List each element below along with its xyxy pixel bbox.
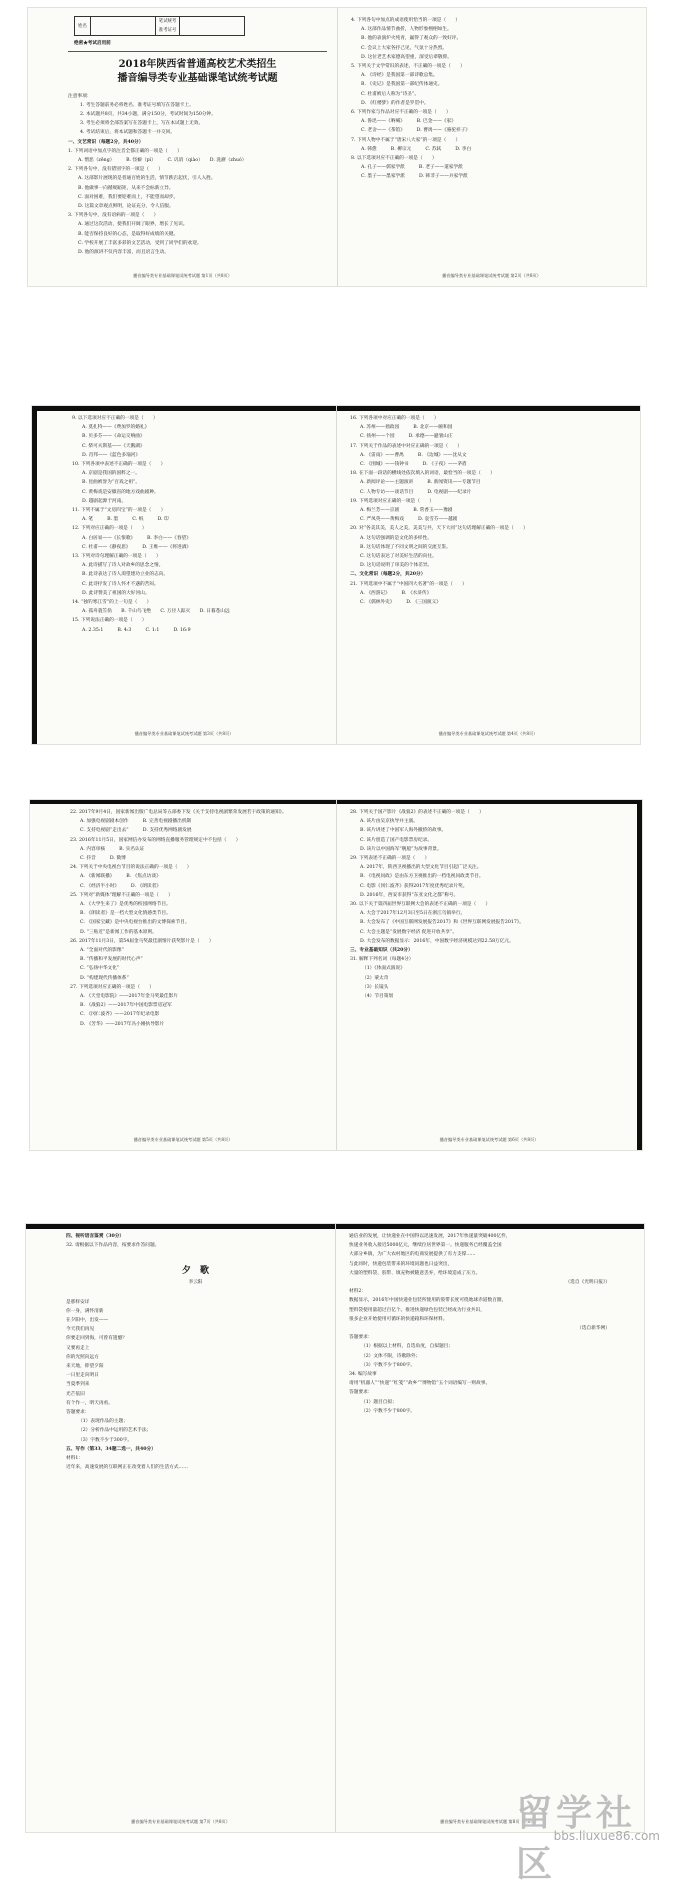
text-line: A. 韩愈 B. 柳宗元 C. 苏轼 D. 李白 — [361, 146, 472, 152]
text-line: 1. 下列词语中加点字的注音全都正确的一项是（ ） — [68, 148, 182, 154]
text-line: 10. 下列各项中表述不正确的一项是（ ） — [72, 462, 166, 468]
text-line: 在夕阳中，出发—— — [66, 1318, 109, 1324]
text-line: 一日里走向明日 — [66, 1373, 99, 1379]
text-line: A. 通过这次活动，使我们开阔了眼界，增长了见识。 — [78, 222, 188, 228]
text-line: 快递业务收入接近5000亿元，继续位居世界第一。快递服务已经覆盖全国 — [349, 1243, 502, 1249]
text-line: A. 这部影片展现的是普通百姓的生活，情节跌宕起伏，引人入胜。 — [78, 176, 216, 182]
text-line: A. “全面对代的影像” — [80, 948, 124, 954]
exam-page-3 — [32, 406, 336, 744]
text-line: A. 2017年，陕西卫视播出的大型文化节目引起广泛关注。 — [360, 865, 482, 871]
text-line: 答题要求： — [349, 1390, 373, 1396]
text-line: 数据显示，2016年中国快递业包装所使用的胶带长度可绕地球赤道数百圈， — [349, 1298, 507, 1304]
page-footer: 播音编导类专业基础课笔试统考试题 第1页（共8页） — [133, 272, 232, 278]
text-line: D. 大会发布的数据显示：2016年，中国数字经济规模达到22.58万亿元。 — [360, 938, 514, 944]
page-footer: 播音编导类专业基础课笔试统考试题 第6页（共8页） — [439, 1136, 539, 1142]
text-line: 近年来，高速发展的互联网正在改变着人们的生活方式…… — [66, 1465, 188, 1471]
text-line: （2）蒙太奇 — [362, 975, 389, 981]
text-line: A. 憎恶（zēng） B. 怪癖（pì） C. 讥诮（qiào） D. 洗濯（zhuó） — [78, 158, 247, 164]
text-line: D. 《芳华》——2017年冯小刚执导影片 — [80, 1021, 165, 1027]
text-line: A. 此诗描写了诗人对故乡的思念之情。 — [82, 563, 164, 569]
text-line: C. 大会主题是“发展数字经济 促进开放共享”。 — [360, 929, 458, 935]
text-line: A. 《雷雨》——曹禺 B. 《边城》——沈从文 — [360, 452, 467, 458]
exam-page-8 — [335, 1224, 644, 1832]
text-line: 1. 考生答题前务必将姓名、准考证号填写在答题卡上。 — [80, 102, 194, 108]
text-line: （1）题目自拟； — [361, 1399, 397, 1405]
text-line: C. 《儒林外史》 D. 《三国演义》 — [360, 600, 441, 606]
candidate-info-table — [74, 16, 245, 36]
text-line: 大量的塑料袋、胶带、填充物被随意丢弃，给环境造成了压力。 — [349, 1270, 481, 1276]
text-line: 又要再走上 — [66, 1345, 90, 1351]
text-line: C. 电影《冈仁波齐》获得2017年度优秀纪录片奖。 — [360, 883, 468, 889]
text-line: C. 学校开展了丰富多彩的文艺活动，受到了同学们的欢迎。 — [78, 240, 202, 246]
text-line: D. 这句话说明了审美的个体差异。 — [360, 563, 433, 569]
text-line: A. 这部作品情节曲折，人物形象栩栩如生。 — [361, 27, 452, 33]
text-line: 27. 下列选项对应正确的一项是（ ） — [70, 984, 154, 990]
page-text — [349, 1232, 630, 1416]
text-line: C. 老舍——《茶馆》 D. 曹禺——《骆驼祥子》 — [361, 128, 471, 134]
text-line: B. 这句话体现了不同文明之间的交流互鉴。 — [360, 544, 451, 550]
text-line: 21. 下列选项中不属于“中国四大名著”的一项是（ ） — [350, 581, 467, 587]
text-line: 25. 下列对“新媒体”理解不正确的一项是（ ） — [70, 892, 173, 898]
page-text — [66, 1232, 325, 1472]
text-line: 32. 请根据以下作品内容，按要求作答问题。 — [66, 1243, 160, 1249]
text-line: 26. 2017年11月3日，第54届金马奖最佳剧情片获奖影片是（ ） — [70, 938, 214, 944]
text-line: B. 《战狼2》——2017年中国电影票房冠军 — [80, 1003, 172, 1009]
exam-sheet-1 — [28, 8, 646, 286]
text-line: D. 肖邦——《蓝色多瑙河》 — [82, 452, 141, 458]
text-line: B. 他做事一向循规蹈矩，从来不会标新立异。 — [78, 185, 174, 191]
text-line: C. 该片创造了国产电影票房纪录。 — [360, 837, 433, 843]
exam-page-7 — [26, 1224, 335, 1832]
text-line: B. 此诗表达了诗人渴望建功立业的志向。 — [82, 572, 169, 578]
text-line: 4. 考试结束后，将本试题和答题卡一并交回。 — [80, 130, 176, 136]
text-line: A. 笔 B. 墨 C. 纸 D. 印 — [82, 517, 169, 523]
site-watermark-logo — [516, 1785, 666, 1885]
text-line: D. 该片以中国海军“舰船”为故事背景。 — [360, 846, 442, 852]
text-line: 2. 本试题共8页，共34小题，满分150分，考试时间为150分钟。 — [80, 112, 216, 118]
text-line: 31. 解释下列名词（每题4分） — [350, 957, 414, 963]
text-line: C. 此诗抒发了诗人怀才不遇的苦闷。 — [82, 581, 159, 587]
text-line: 来天地，仰望夕阳 — [66, 1364, 104, 1370]
text-line: （1）《体面式演说》 — [362, 966, 405, 972]
text-line: C. 人物专访——谈话节目 D. 电视剧——纪录片 — [360, 489, 472, 495]
exam-page-2 — [337, 8, 646, 286]
exam-page-6 — [336, 800, 642, 1150]
exam-label: 笔试统考 准考证号 — [155, 17, 180, 36]
text-line: （4）节目策划 — [362, 994, 394, 1000]
text-line: C. 支持电视剧“走出去” D. 支持优秀网络剧发展 — [80, 828, 192, 834]
text-line: 答题要求： — [349, 1335, 373, 1341]
text-line: A. 《西游记》 B. 《水浒传》 — [360, 590, 432, 596]
exam-page-1 — [28, 8, 337, 286]
text-line: C. 会议上大家各抒己见，气氛十分热烈。 — [361, 45, 448, 51]
page-text — [70, 808, 326, 1029]
text-line: 22. 2017年9月4日，国家新闻出版广电总局等五部委下发《关于支持电视剧繁荣发展若干政策的通知》。 — [70, 810, 287, 815]
text-line: 4. 下列各句中加点的成语使用恰当的一项是（ ） — [351, 18, 461, 23]
text-line: （2）分析作品中运用的艺术手法； — [78, 1428, 152, 1434]
text-line: 与此同时，快递包装带来的环境问题也日益突出， — [349, 1261, 453, 1267]
text-line: 5. 下列关于文学常识的表述，不正确的一项是（ ） — [351, 64, 465, 70]
text-line: 2. 下列各句中，没有错别字的一项是（ ） — [68, 167, 164, 173]
text-line: 29. 下列表述不正确的一项是（ ） — [350, 856, 430, 862]
text-line: 你要走回到海，可曾有遗憾？ — [66, 1336, 127, 1342]
page-footer: 播音编导类专业基础课笔试统考试题 第8页（共8页） — [440, 1818, 539, 1824]
text-line: 请用“机器人”“快递”“红笺”“故乡”“博物馆”五个词语编写一则故事。 — [349, 1381, 491, 1387]
text-line: D. “三贴近”是新闻工作的基本原则。 — [80, 929, 157, 935]
text-line: 是那样安详 — [66, 1299, 90, 1305]
page-footer: 播音编导类专业基础课笔试统考试题 第3页（共8页） — [134, 730, 234, 736]
text-line: A. 梅兰芳——京剧 B. 常香玉——豫剧 — [360, 508, 453, 514]
text-line: D. 此诗赞美了祖国的大好河山。 — [82, 590, 150, 596]
text-line: C. 《国家宝藏》是中央电视台推出的文博探索节目。 — [80, 920, 190, 926]
text-line: 夕 歌 — [181, 1266, 209, 1277]
exam-page-5 — [30, 800, 336, 1150]
section-heading: 三、专业基础知识（共20分） — [350, 948, 413, 954]
text-line: 24. 下列关于中央电视台节目的说法正确的一项是（ ） — [70, 865, 192, 871]
text-line: A. 苏州——拙政园 B. 北京——颐和园 — [360, 425, 453, 431]
text-line: 18. 在下面一段话的横线处依次填入的词语，最恰当的一项是（ ） — [350, 471, 495, 477]
text-line: A. 该片由吴京执导并主演。 — [360, 819, 418, 825]
exam-title: 2018年陕西省普通高校艺术类招生 — [118, 58, 277, 70]
text-line: 15. 下列说法正确的一项是（ ） — [72, 618, 147, 624]
text-line: 当夏季到来 — [66, 1382, 90, 1388]
text-line: B. 《朗读者》是一档大型文化情感类节目。 — [80, 911, 171, 917]
text-line: 11. 下列不属于“文房四宝”的一项是（ ） — [72, 508, 166, 514]
text-line: A. 这句话强调的是文化的多样性。 — [360, 535, 432, 541]
text-line: 13. 下列对诗句理解正确的一项是（ ） — [72, 554, 161, 560]
text-line: 今天我们再见 — [66, 1327, 95, 1333]
text-line: C. 《围城》——钱钟书 D. 《子夜》——茅盾 — [360, 462, 467, 468]
text-line: 注意事项： — [68, 93, 92, 99]
text-line: C. 面对困难，我们要迎难而上，不能望而却步。 — [78, 194, 179, 200]
text-line: B. 大会发布了《中国互联网发展报告2017》和《世界互联网发展报告2017》。 — [360, 920, 524, 926]
text-line — [68, 51, 327, 52]
text-line: C. 《经济半小时》 D. 《朗读者》 — [80, 883, 161, 889]
text-line: A. 《新闻联播》 B. 《焦点访谈》 — [80, 874, 161, 880]
text-line: 很多企业开始使用可循环的快递箱和环保材料。 — [349, 1316, 448, 1322]
page-footer: 播音编导类专业基础课笔试统考试题 第4页（共8页） — [438, 730, 538, 736]
text-line: C. 严凤英——黄梅戏 D. 袁雪芬——越剧 — [360, 517, 458, 523]
text-line: A. 新闻评论——主题演讲 B. 新闻资讯——专题节目 — [360, 480, 481, 486]
text-line: 14. “独钓寒江雪”的上一句是（ ） — [72, 600, 152, 606]
text-line: 材料1： — [66, 1456, 84, 1462]
text-line: A. 加强电视剧剧本创作 B. 完善电视剧播出机制 — [80, 819, 192, 825]
page-text — [350, 808, 628, 1001]
text-line: B. 《史记》是我国第一部纪传体通史。 — [361, 82, 443, 88]
text-line: C. 杜甫被后人称为“诗圣”。 — [361, 91, 420, 97]
text-line: 8. 以下选项对应不正确的一项是（ ） — [351, 156, 437, 162]
text-line: B. 贝多芬——《命运交响曲》 — [82, 434, 145, 440]
text-line: 20. 对“各美其美，美人之美，美美与共，天下大同”这句话理解正确的一项是（ ） — [350, 526, 528, 532]
name-field — [90, 17, 155, 36]
text-line: D. 这篇文章观点鲜明，论证充分，令人信服。 — [78, 204, 174, 210]
text-line: C. 杜甫——《静夜思》 D. 王维——《将进酒》 — [82, 544, 192, 550]
text-line: （1）根据以上材料，自选角度，自拟题目； — [361, 1344, 454, 1350]
text-line: 23. 2016年11月5日，国家网信办发布的网络直播服务管理规定中不包括（ ） — [70, 837, 241, 843]
text-line: 大部分乡镇，为广大农村地区的电商发展提供了有力支撑…… — [349, 1252, 476, 1258]
text-line: D. “构建现代传播体系” — [80, 975, 129, 981]
page-text — [350, 414, 626, 607]
watermark-url: bbs.liuxue86.com — [553, 1829, 660, 1843]
text-line: 塑料袋使用量超过百亿个。推进快递绿色包装已经成为行业共识， — [349, 1307, 485, 1313]
text-line: （3）长镜头 — [362, 984, 389, 990]
text-line: A. 《天堂电影院》——2017年金马奖最佳影片 — [80, 994, 178, 1000]
text-line: D. 《红楼梦》的作者是罗贯中。 — [361, 100, 429, 106]
exam-sheet-3 — [30, 800, 642, 1150]
text-line: C. 墨子——墨家学派 D. 韩非子——兵家学派 — [361, 174, 468, 180]
text-line: 有个作一，明天再看。 — [66, 1400, 113, 1406]
text-line: （2）文体不限，诗歌除外； — [361, 1353, 421, 1359]
section-heading: 一、文艺常识（每题2分，共40分） — [68, 139, 144, 145]
text-line: （选自《光明日报》） — [565, 1280, 610, 1286]
text-line: 3. 考生必须将全部答案写在答题卡上，写在本试题上无效。 — [80, 121, 204, 127]
text-line: （2）字数不少于800字。 — [361, 1408, 416, 1414]
text-line: 17. 下列关于作品的表述中对应正确的一项是（ ） — [350, 443, 463, 449]
text-line: 9. 以下选项对应不正确的一项是（ ） — [72, 416, 158, 421]
text-line: A. 《诗经》是我国第一部诗歌总集。 — [361, 73, 438, 79]
text-line: B. “传播和平发展的时代心声” — [80, 957, 143, 963]
text-line: C. 《冈仁波齐》——2017年纪录电影 — [80, 1012, 160, 1018]
exam-title: 播音编导类专业基础课笔试统考试题 — [117, 72, 278, 84]
page-footer: 播音编导类专业基础课笔试统考试题 第2页（共8页） — [442, 272, 541, 278]
text-line: 你一身，满怀清新 — [66, 1308, 104, 1314]
section-heading: 五、写作（第33、34题二选一，共40分） — [66, 1446, 156, 1452]
text-line: （1）表现作品的主题； — [78, 1419, 128, 1425]
text-line: D. 他的演讲不仅内容丰富，而且语言生动。 — [78, 250, 169, 256]
text-line: A. 京剧是我国的国粹之一。 — [82, 471, 140, 477]
text-line: 12. 下列对应正确的一项是（ ） — [72, 526, 147, 532]
text-line: 答题要求： — [66, 1410, 90, 1416]
text-line: B. 昆曲被誉为“百戏之祖”。 — [82, 480, 141, 486]
text-line: B. 能否保持良好的心态，是取得好成绩的关键。 — [78, 231, 179, 237]
text-line: A. 白居易——《长恨歌》 B. 李白——《春望》 — [82, 535, 191, 541]
text-line: D. 越剧起源于河南。 — [82, 498, 127, 504]
text-line: A. 莫扎特——《费加罗的婚礼》 — [82, 425, 150, 431]
text-line: C. 扬州——个园 D. 承德——避暑山庄 — [360, 434, 453, 440]
text-line: 34. 编写故事 — [349, 1372, 377, 1378]
page-text — [72, 414, 326, 635]
text-line: 李云阳 — [188, 1280, 203, 1286]
text-line: 材料2： — [349, 1289, 367, 1295]
page-text — [351, 16, 632, 182]
text-line: A. 《大学生来了》是优秀的校园网络节目。 — [80, 902, 171, 908]
text-line: C. 这句话表达了对美好生活的向往。 — [360, 554, 437, 560]
text-line: C. “弘扬中华文化” — [80, 966, 120, 972]
text-line: D. 这位老艺术家德高望重，深受后辈敬仰。 — [361, 54, 452, 60]
watermark-title: 留学社区 — [516, 1793, 637, 1885]
text-line: C. 抖音 D. 微博 — [80, 856, 126, 862]
text-line: 通信业的发展，让快递业在中国得以迅速发展，2017年快递量突破400亿件， — [349, 1234, 511, 1239]
text-line: （3）字数不少于300字。 — [78, 1437, 133, 1443]
exam-sheet-2 — [32, 406, 640, 744]
text-line: A. 内容审核 B. 实名认证 — [80, 846, 145, 852]
exam-number-field — [180, 17, 245, 36]
text-line: A. 鲁迅——《呐喊》 B. 巴金——《家》 — [361, 119, 456, 125]
text-line: 光芒依旧 — [66, 1391, 85, 1397]
page-footer: 播音编导类专业基础课笔试统考试题 第7页（共8页） — [131, 1818, 230, 1824]
text-line: C. 柴可夫斯基——《天鹅湖》 — [82, 443, 145, 449]
text-line: A. 2.35:1 B. 4:3 C. 1:1 D. 16:9 — [82, 627, 191, 633]
page-text — [68, 39, 327, 257]
text-line: A. 孤舟蓑笠翁 B. 千山鸟飞绝 C. 万径人踪灭 D. 日暮苍山远 — [82, 609, 230, 615]
page-footer: 播音编导类专业基础课笔试统考试题 第5页（共8页） — [133, 1136, 233, 1142]
exam-sheet-4 — [26, 1224, 644, 1832]
text-line: B. 该片讲述了中国军人海外撤侨的故事。 — [360, 828, 447, 834]
text-line: 19. 下列选项对应正确的一项是（ ） — [350, 498, 434, 504]
text-line: C. 黄梅戏是安徽省的地方戏曲剧种。 — [82, 489, 159, 495]
text-line: 6. 下列作家与作品对应不正确的一项是（ ） — [351, 110, 451, 116]
text-line: B. 他的表演炉火纯青，赢得了观众的一致好评。 — [361, 36, 462, 42]
text-line: A. 孔子——儒家学派 B. 老子——道家学派 — [361, 165, 463, 171]
text-line: 3. 下列各句中，没有语病的一项是（ ） — [68, 213, 159, 219]
text-line: D. 2016年，西安市获得“东亚文化之都”称号。 — [360, 892, 459, 898]
text-line: 7. 下列人物中不属于“唐宋八大家”的一项是（ ） — [351, 137, 461, 143]
name-label: 姓名 — [75, 17, 91, 36]
text-line: （选自新华网） — [577, 1326, 610, 1332]
text-line: 绝密★考试启用前 — [74, 41, 111, 47]
text-line: 你的光照向远方 — [66, 1354, 99, 1360]
text-line: B. 《电视问政》是由东方卫视推出的一档电视问政类节目。 — [360, 874, 484, 880]
text-line: 28. 下列关于国产影片《战狼2》的表述不正确的一项是（ ） — [350, 810, 484, 815]
text-line: A. 大会于2017年12月3日至5日在浙江乌镇举行。 — [360, 911, 466, 917]
text-line: 30. 以下关于第四届世界互联网大会的表述不正确的一项是（ ） — [350, 902, 491, 908]
section-heading: 四、视听语言鉴赏（30分） — [66, 1234, 125, 1239]
section-heading: 二、文化常识（每题2分，共20分） — [350, 572, 426, 578]
text-line: 16. 下列各项中对应正确的一项是（ ） — [350, 416, 439, 421]
text-line: （3）字数不少于800字。 — [361, 1362, 416, 1368]
exam-page-4 — [336, 406, 640, 744]
